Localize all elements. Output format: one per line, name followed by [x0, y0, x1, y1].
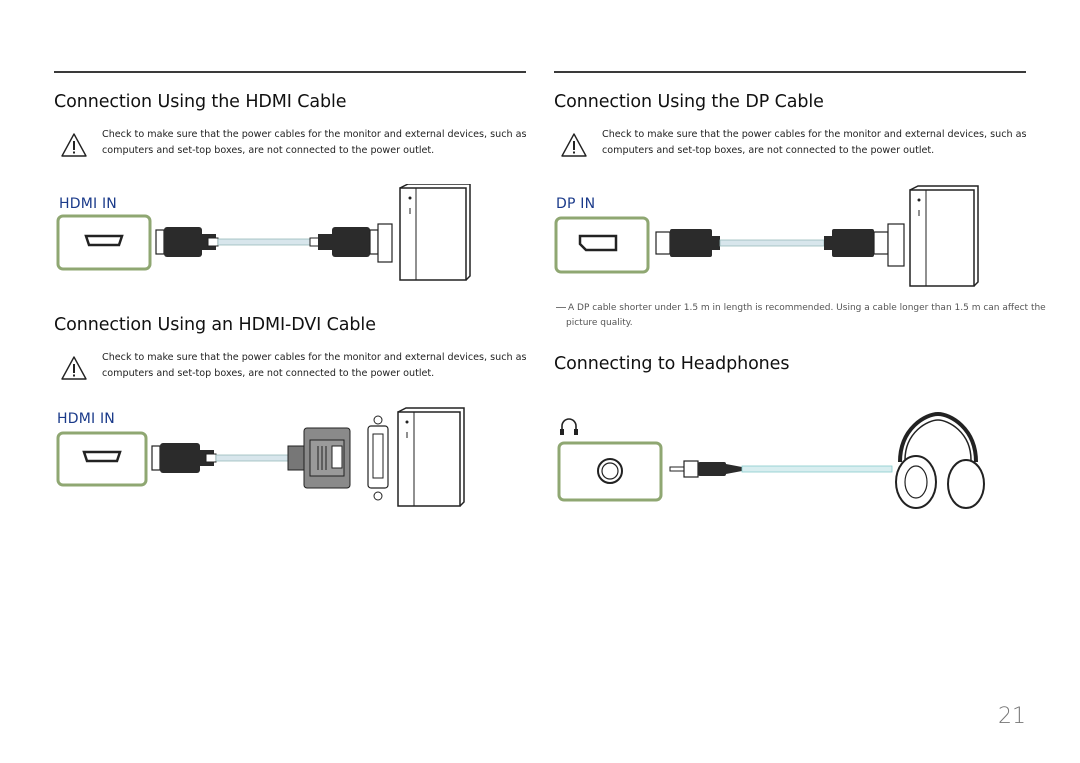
- hdmi-section-title: Connection Using the HDMI Cable: [54, 92, 347, 112]
- pc-dvi-port: [368, 416, 388, 500]
- audio-plug: [670, 461, 742, 477]
- dvi-plug: [288, 428, 350, 488]
- dp-plug-right: [824, 229, 888, 257]
- monitor-port-frame: [58, 433, 146, 485]
- page-number: 21: [998, 704, 1026, 729]
- headphones-icon: [896, 414, 984, 508]
- hdmi-plug-left: [152, 443, 216, 473]
- dp-plug-left: [656, 229, 720, 257]
- headphone-cable: [742, 466, 892, 472]
- pc-tower-icon: [910, 186, 978, 286]
- dp-cable: [720, 240, 824, 246]
- hdmi-in-label: HDMI IN: [59, 196, 117, 212]
- dp-warning-note: Check to make sure that the power cables for the monitor and external devices, such as computers and set-top boxes, are not connected to the power outlet.: [602, 129, 1027, 156]
- hdmi-cable: [218, 239, 310, 245]
- hdmi-warning-note: Check to make sure that the power cables for the monitor and external devices, such as computers and set-top boxes, are not connected to the power outlet.: [102, 129, 527, 156]
- dp-section-title: Connection Using the DP Cable: [554, 92, 824, 112]
- headphone-jack-icon: [560, 419, 578, 435]
- hdmi-plug-right: [310, 227, 378, 257]
- warning-icon: [60, 132, 88, 158]
- pc-dp-port: [888, 224, 904, 266]
- hdmi-dvi-cable: [216, 455, 288, 461]
- pc-tower-icon: [398, 408, 464, 506]
- section-divider-right: [554, 71, 1026, 73]
- monitor-port-frame: [58, 216, 150, 269]
- hdmi-dvi-connection-diagram: [56, 406, 476, 510]
- pc-tower-icon: [400, 184, 470, 280]
- dp-connection-diagram: [554, 184, 984, 290]
- dp-in-label: DP IN: [556, 196, 596, 212]
- monitor-port-frame: [556, 218, 648, 272]
- pc-hdmi-port: [378, 224, 392, 262]
- headphones-section-title: Connecting to Headphones: [554, 354, 790, 374]
- warning-icon: [560, 132, 588, 158]
- hdmi-connection-diagram: [56, 184, 476, 288]
- hdmi-in-label: HDMI IN: [57, 411, 115, 427]
- dp-footnote: A DP cable shorter under 1.5 m in length is recommended. Using a cable longer than 1.5 m can affect the picture quality.: [556, 301, 1046, 331]
- hdmi-dvi-warning-note: Check to make sure that the power cables for the monitor and external devices, such as computers and set-top boxes, are not connected to the power outlet.: [102, 352, 527, 379]
- headphones-connection-diagram: [556, 410, 996, 514]
- hdmi-dvi-section-title: Connection Using an HDMI-DVI Cable: [54, 315, 376, 335]
- hdmi-plug-left: [156, 227, 218, 257]
- section-divider-left: [54, 71, 526, 73]
- warning-icon: [60, 355, 88, 381]
